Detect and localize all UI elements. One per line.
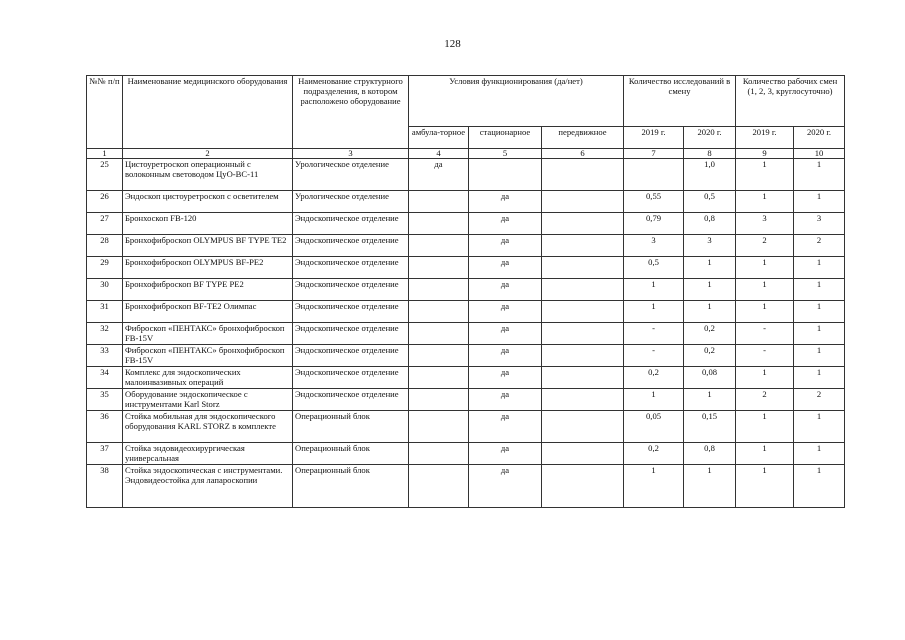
ambulatory-value (409, 443, 469, 465)
shifts-2020: 2 (794, 389, 845, 411)
header-equipment-name: Наименование медицинского оборудования (123, 76, 293, 149)
research-2020: 0,5 (684, 191, 736, 213)
page-number: 128 (444, 38, 461, 50)
shifts-2020: 1 (794, 411, 845, 443)
research-2019: - (624, 323, 684, 345)
stationary-value: да (469, 301, 542, 323)
research-2019: 0,2 (624, 367, 684, 389)
equipment-name: Стойка эндоскопическая с инструментами. Эндовидеостойка для лапароскопии (123, 465, 293, 508)
unit-name: Эндоскопическое отделение (293, 257, 409, 279)
mobile-value (542, 159, 624, 191)
research-2019: 1 (624, 279, 684, 301)
equipment-name: Бронхоскоп FB-120 (123, 213, 293, 235)
header-shift-count: Количество рабочих смен (1, 2, 3, круглосуточно) (736, 76, 845, 127)
shifts-2020: 1 (794, 159, 845, 191)
unit-name: Эндоскопическое отделение (293, 301, 409, 323)
shifts-2020: 1 (794, 191, 845, 213)
research-2020: 1 (684, 465, 736, 508)
shifts-2019: 1 (736, 367, 794, 389)
equipment-name: Эндоскоп цистоуретроскоп с осветителем (123, 191, 293, 213)
research-2020: 0,2 (684, 323, 736, 345)
table-row (87, 213, 845, 235)
ambulatory-value (409, 367, 469, 389)
row-number: 25 (87, 159, 123, 191)
research-2019: - (624, 345, 684, 367)
column-number: 3 (293, 149, 409, 159)
ambulatory-value (409, 279, 469, 301)
unit-name: Эндоскопическое отделение (293, 235, 409, 257)
row-number: 28 (87, 235, 123, 257)
stationary-value: да (469, 279, 542, 301)
unit-name: Эндоскопическое отделение (293, 213, 409, 235)
header-ambulatory: амбула-торное (409, 127, 469, 149)
stationary-value: да (469, 389, 542, 411)
row-number: 26 (87, 191, 123, 213)
research-2020: 0,08 (684, 367, 736, 389)
mobile-value (542, 345, 624, 367)
shifts-2019: - (736, 323, 794, 345)
row-number: 30 (87, 279, 123, 301)
research-2020: 0,2 (684, 345, 736, 367)
column-number: 1 (87, 149, 123, 159)
ambulatory-value (409, 191, 469, 213)
unit-name: Урологическое отделение (293, 159, 409, 191)
row-number: 33 (87, 345, 123, 367)
mobile-value (542, 257, 624, 279)
unit-name: Операционный блок (293, 443, 409, 465)
shifts-2020: 1 (794, 465, 845, 508)
research-2020: 1 (684, 279, 736, 301)
table-row (87, 465, 845, 508)
shifts-2019: 2 (736, 235, 794, 257)
ambulatory-value (409, 323, 469, 345)
mobile-value (542, 367, 624, 389)
ambulatory-value (409, 389, 469, 411)
unit-name: Эндоскопическое отделение (293, 279, 409, 301)
mobile-value (542, 213, 624, 235)
shifts-2019: 1 (736, 257, 794, 279)
mobile-value (542, 465, 624, 508)
ambulatory-value (409, 235, 469, 257)
shifts-2019: 1 (736, 465, 794, 508)
shifts-2019: 1 (736, 443, 794, 465)
equipment-name: Бронхофиброскоп BF-TE2 Олимпас (123, 301, 293, 323)
research-2020: 0,8 (684, 443, 736, 465)
row-number: 29 (87, 257, 123, 279)
shifts-2019: 1 (736, 279, 794, 301)
research-2019: 0,55 (624, 191, 684, 213)
equipment-name: Цистоуретроскоп операционный с волоконным световодом ЦуО-ВС-11 (123, 159, 293, 191)
mobile-value (542, 301, 624, 323)
table-row (87, 411, 845, 443)
stationary-value: да (469, 367, 542, 389)
row-number: 34 (87, 367, 123, 389)
stationary-value: да (469, 213, 542, 235)
row-number: 32 (87, 323, 123, 345)
stationary-value: да (469, 235, 542, 257)
shifts-2020: 1 (794, 279, 845, 301)
column-number: 5 (469, 149, 542, 159)
column-number-row (87, 149, 845, 159)
table-row (87, 443, 845, 465)
table-row (87, 323, 845, 345)
equipment-name: Бронхофиброскоп BF TYPE PE2 (123, 279, 293, 301)
header-research-count: Количество исследований в смену (624, 76, 736, 127)
shifts-2020: 1 (794, 345, 845, 367)
ambulatory-value: да (409, 159, 469, 191)
shifts-2020: 2 (794, 235, 845, 257)
mobile-value (542, 191, 624, 213)
table-row (87, 367, 845, 389)
row-number: 27 (87, 213, 123, 235)
research-2020: 1 (684, 257, 736, 279)
mobile-value (542, 235, 624, 257)
research-2019: 3 (624, 235, 684, 257)
header-num: №№ п/п (87, 76, 123, 149)
column-number: 8 (684, 149, 736, 159)
research-2019: 1 (624, 389, 684, 411)
table-row (87, 279, 845, 301)
shifts-2020: 1 (794, 323, 845, 345)
research-2019 (624, 159, 684, 191)
stationary-value: да (469, 443, 542, 465)
research-2020: 3 (684, 235, 736, 257)
table-row (87, 191, 845, 213)
column-number: 6 (542, 149, 624, 159)
ambulatory-value (409, 257, 469, 279)
ambulatory-value (409, 301, 469, 323)
unit-name: Эндоскопическое отделение (293, 367, 409, 389)
ambulatory-value (409, 345, 469, 367)
unit-name: Эндоскопическое отделение (293, 345, 409, 367)
research-2020: 1,0 (684, 159, 736, 191)
unit-name: Эндоскопическое отделение (293, 389, 409, 411)
research-2020: 1 (684, 301, 736, 323)
equipment-name: Фиброскоп «ПЕНТАКС» бронхофиброскоп FB-15V (123, 323, 293, 345)
shifts-2020: 1 (794, 443, 845, 465)
header-mobile: передвижное (542, 127, 624, 149)
equipment-name: Стойка мобильная для эндоскопического оборудования KARL STORZ в комплекте (123, 411, 293, 443)
equipment-name: Оборудование эндоскопическое с инструментами Karl Storz (123, 389, 293, 411)
header-research-2020: 2020 г. (684, 127, 736, 149)
equipment-name: Фиброскоп «ПЕНТАКС» бронхофиброскоп FB-15V (123, 345, 293, 367)
stationary-value: да (469, 191, 542, 213)
header-conditions: Условия функционирования (да/нет) (409, 76, 624, 127)
research-2020: 0,8 (684, 213, 736, 235)
stationary-value (469, 159, 542, 191)
column-number: 7 (624, 149, 684, 159)
research-2020: 0,15 (684, 411, 736, 443)
table-row (87, 345, 845, 367)
shifts-2019: 2 (736, 389, 794, 411)
row-number: 37 (87, 443, 123, 465)
table-row (87, 257, 845, 279)
mobile-value (542, 411, 624, 443)
mobile-value (542, 389, 624, 411)
shifts-2019: 1 (736, 301, 794, 323)
shifts-2019: 1 (736, 411, 794, 443)
research-2019: 0,79 (624, 213, 684, 235)
row-number: 35 (87, 389, 123, 411)
equipment-name: Бронхофиброскоп OLYMPUS BF-PE2 (123, 257, 293, 279)
research-2019: 1 (624, 301, 684, 323)
equipment-name: Комплекс для эндоскопических малоинвазивных операций (123, 367, 293, 389)
unit-name: Операционный блок (293, 411, 409, 443)
shifts-2019: 3 (736, 213, 794, 235)
row-number: 38 (87, 465, 123, 508)
shifts-2019: 1 (736, 191, 794, 213)
shifts-2020: 1 (794, 257, 845, 279)
header-unit: Наименование структурного подразделения, в котором расположено оборудование (293, 76, 409, 149)
column-number: 10 (794, 149, 845, 159)
column-number: 2 (123, 149, 293, 159)
equipment-name: Стойка эндовидеохирургическая универсальная (123, 443, 293, 465)
row-number: 36 (87, 411, 123, 443)
header-shifts-2020: 2020 г. (794, 127, 845, 149)
stationary-value: да (469, 465, 542, 508)
header-stationary: стационарное (469, 127, 542, 149)
unit-name: Эндоскопическое отделение (293, 323, 409, 345)
table-row (87, 301, 845, 323)
research-2019: 0,05 (624, 411, 684, 443)
mobile-value (542, 323, 624, 345)
stationary-value: да (469, 257, 542, 279)
research-2020: 1 (684, 389, 736, 411)
stationary-value: да (469, 345, 542, 367)
equipment-table (86, 75, 845, 508)
header-research-2019: 2019 г. (624, 127, 684, 149)
research-2019: 1 (624, 465, 684, 508)
unit-name: Операционный блок (293, 465, 409, 508)
research-2019: 0,2 (624, 443, 684, 465)
ambulatory-value (409, 213, 469, 235)
research-2019: 0,5 (624, 257, 684, 279)
shifts-2020: 1 (794, 367, 845, 389)
header-shifts-2019: 2019 г. (736, 127, 794, 149)
row-number: 31 (87, 301, 123, 323)
shifts-2020: 3 (794, 213, 845, 235)
mobile-value (542, 443, 624, 465)
column-number: 4 (409, 149, 469, 159)
shifts-2020: 1 (794, 301, 845, 323)
stationary-value: да (469, 411, 542, 443)
table-row (87, 235, 845, 257)
unit-name: Урологическое отделение (293, 191, 409, 213)
ambulatory-value (409, 411, 469, 443)
stationary-value: да (469, 323, 542, 345)
table-row (87, 159, 845, 191)
shifts-2019: 1 (736, 159, 794, 191)
ambulatory-value (409, 465, 469, 508)
equipment-name: Бронхофиброскоп OLYMPUS BF TYPE TE2 (123, 235, 293, 257)
shifts-2019: - (736, 345, 794, 367)
column-number: 9 (736, 149, 794, 159)
mobile-value (542, 279, 624, 301)
table-row (87, 389, 845, 411)
